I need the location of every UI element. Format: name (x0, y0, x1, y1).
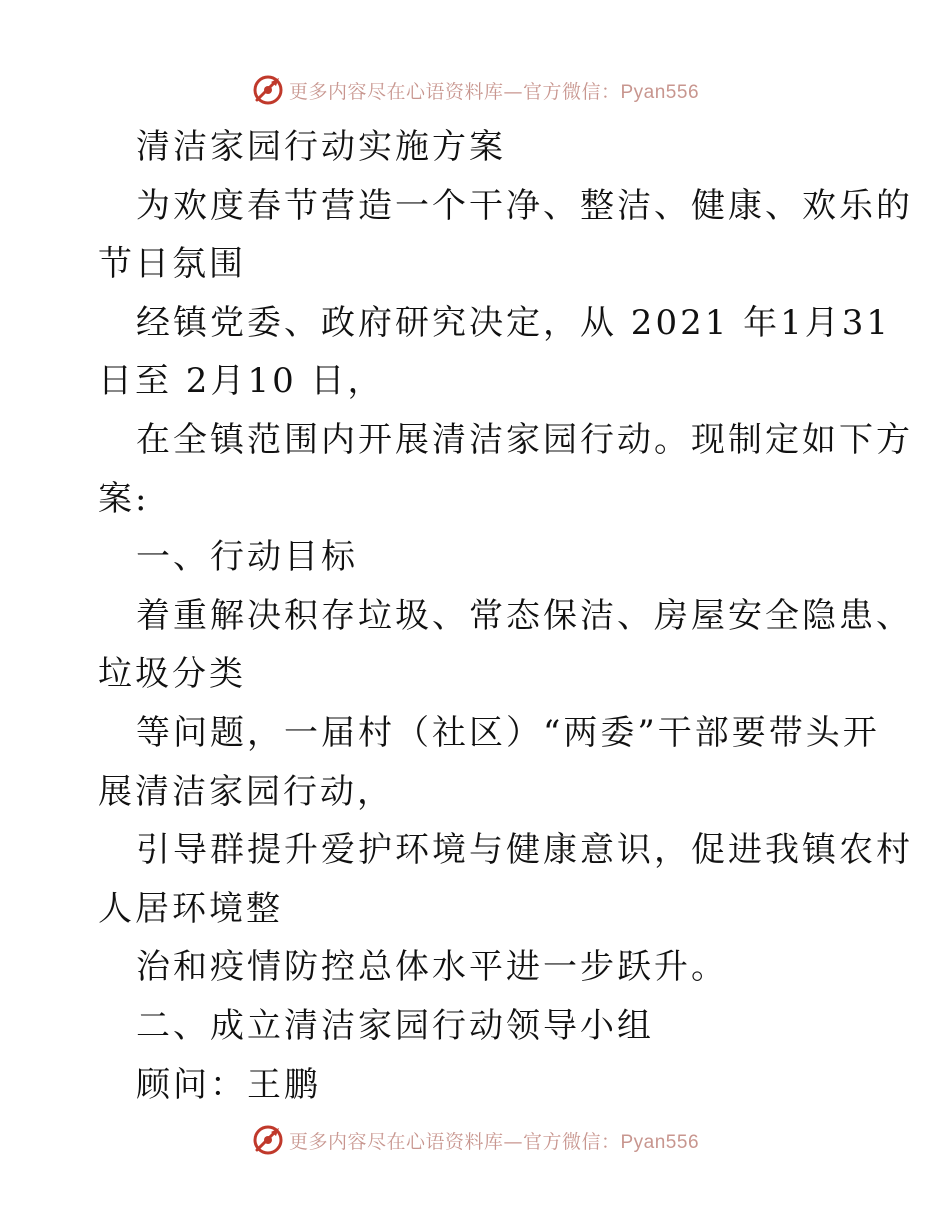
text-line: 一、行动目标 (136, 537, 358, 578)
text-line: 为欢度春节营造一个干净、整洁、健康、欢乐的 (136, 185, 913, 226)
watermark-wechat-id: Pyan556 (620, 1131, 700, 1153)
text-line: 顾问：王鹏 (136, 1064, 321, 1105)
text-line: 节日氛围 (98, 244, 246, 285)
text-line: 引导群提升爱护环境与健康意识，促进我镇农村 (136, 830, 913, 871)
brand-logo-icon (251, 73, 285, 107)
text-line: 着重解决积存垃圾、常态保洁、房屋安全隐患、 (136, 595, 913, 636)
watermark-label: 更多内容尽在心语资料库—官方微信： (288, 1130, 621, 1153)
header-watermark (0, 70, 950, 110)
watermark-text (289, 77, 699, 104)
text-line: 等问题，一届村（社区）“两委”干部要带头开 (136, 712, 880, 753)
text-line: 案: (98, 478, 150, 519)
text-line: 垃圾分类 (98, 654, 246, 695)
watermark-wechat-id: Pyan556 (620, 81, 700, 103)
text-line: 二、成立清洁家园行动领导小组 (136, 1005, 654, 1046)
watermark-label: 更多内容尽在心语资料库—官方微信： (288, 80, 621, 103)
text-line: 人居环境整 (98, 888, 283, 929)
text-line: 日至 2月10 日， (98, 361, 385, 402)
brand-logo-icon (251, 1123, 285, 1157)
text-line: 展清洁家园行动， (98, 771, 394, 812)
text-line: 在全镇范围内开展清洁家园行动。现制定如下方 (136, 419, 913, 460)
text-line: 清洁家园行动实施方案 (136, 127, 506, 167)
text-line: 经镇党委、政府研究决定，从 2021 年1月31 (136, 302, 892, 343)
watermark-text (289, 1127, 699, 1154)
footer-watermark (0, 1120, 950, 1160)
document-body (98, 118, 913, 1114)
text-line: 治和疫情防控总体水平进一步跃升。 (136, 947, 728, 988)
